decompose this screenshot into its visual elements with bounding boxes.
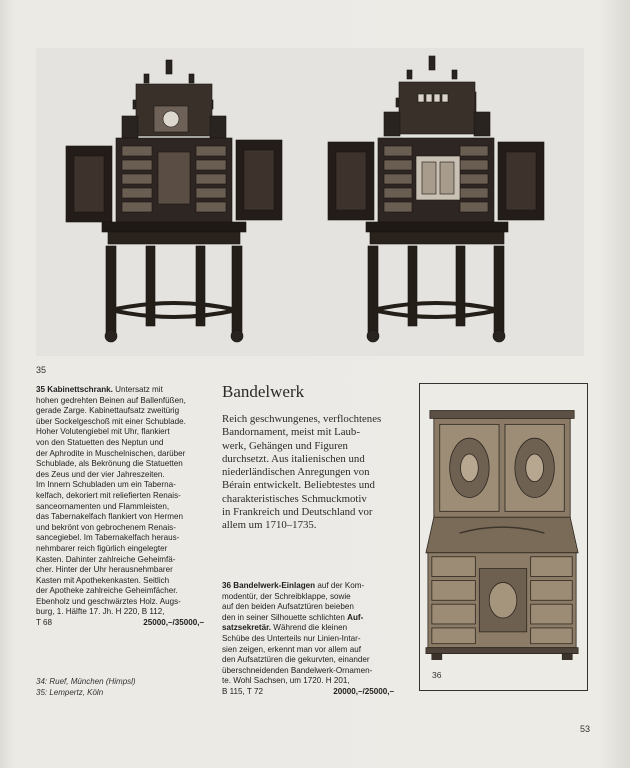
secretary-illustration [420,384,587,690]
figure-number-35: 35 [36,365,47,375]
figure-number-36: 36 [432,670,442,680]
caption-35-price: 25000,–/35000,– [143,618,204,628]
caption-36-body1: auf der Kom- modentür, der Schreibklappe, sowie auf den beiden Aufsatztüren beieben den in seiner Silhouette schlichten [222,581,365,622]
cabinet-photograph [36,48,584,356]
caption-36 [222,581,394,698]
credit-line-34: 34: Ruef, München (Himpsl) [36,677,136,686]
caption-35-body: Untersatz mit hohen gedrehten Beinen auf Ballenfüßen, gerade Zarge. Kabinettaufsatz zweitürig über Sockelgeschoß mit einer Schublade. Hoher Volutengiebel mit Uhr, flankiert von den Statuetten des Neptun und der Aphrodite in Muschelnischen, darüber Schublade, als Bekrönung die Statuetten des Zeus und der vier Jahreszeiten. Im Innern Schubladen um ein Taberna- kelfach, dekoriert mit reliefierten Renais- sanceornamenten und Flammleisten, das Tabernakelfach flankiert von Hermen und bekrönt von gebrochenem Renais- sancegiebel. Im Tabernakelfach heraus- nehmbarer reich figürlich eingelegter Kasten. Dahinter zahlreiche Geheimfä- cher. Hinter der Uhr herausnehmbarer Kasten mit Apothekenkasten. Seitlich der Apotheke zahlreiche Geheimfächer. Ebenholz und geschwärztes Holz. Augs- burg, 1. Hälfte 17. Jh. H 220, B 112, [36,385,186,617]
caption-36-body2: Während die kleinen Schübe des Unterteils nur Linien-Intar- sien zeigen, erkennt man vor allem auf den Aufsatztüren die gekurvten, einander überschneidenden Bandelwerk-Ornamen- te. Wohl Sachsen, um 1720. H 201, [222,623,373,686]
caption-35 [36,385,204,629]
caption-36-title: 36 Bandelwerk-Einlagen [222,581,316,590]
caption-35-title: 35 Kabinettschrank. [36,385,113,394]
secretary-photograph [419,383,588,691]
page-number: 53 [580,724,591,734]
section-heading: Bandelwerk [222,382,305,401]
caption-35-price-row [36,618,204,629]
section-text: Reich geschwungenes, verflochtenes Bandornament, meist mit Laub- werk, Gehängen und Figuren durchsetzt. Aus italienischen und niederländischen Anregungen von Bérain entwickelt. Beliebtestes und charakteristisches Schmuckmotiv in Frankreich und Deutschland vor allem um 1710–1735. [222,413,382,532]
caption-36-ref: B 115, T 72 [222,686,263,696]
credit-line-35: 35: Lempertz, Köln [36,687,104,697]
cabinet-illustration [36,48,584,356]
caption-36-price-row [222,687,394,698]
photo-credits [36,677,136,698]
caption-35-ref: T 68 [36,618,53,628]
caption-36-price: 20000,–/25000,– [333,686,394,696]
caption-36-bold: Auf- satzsekretär. [222,612,364,633]
